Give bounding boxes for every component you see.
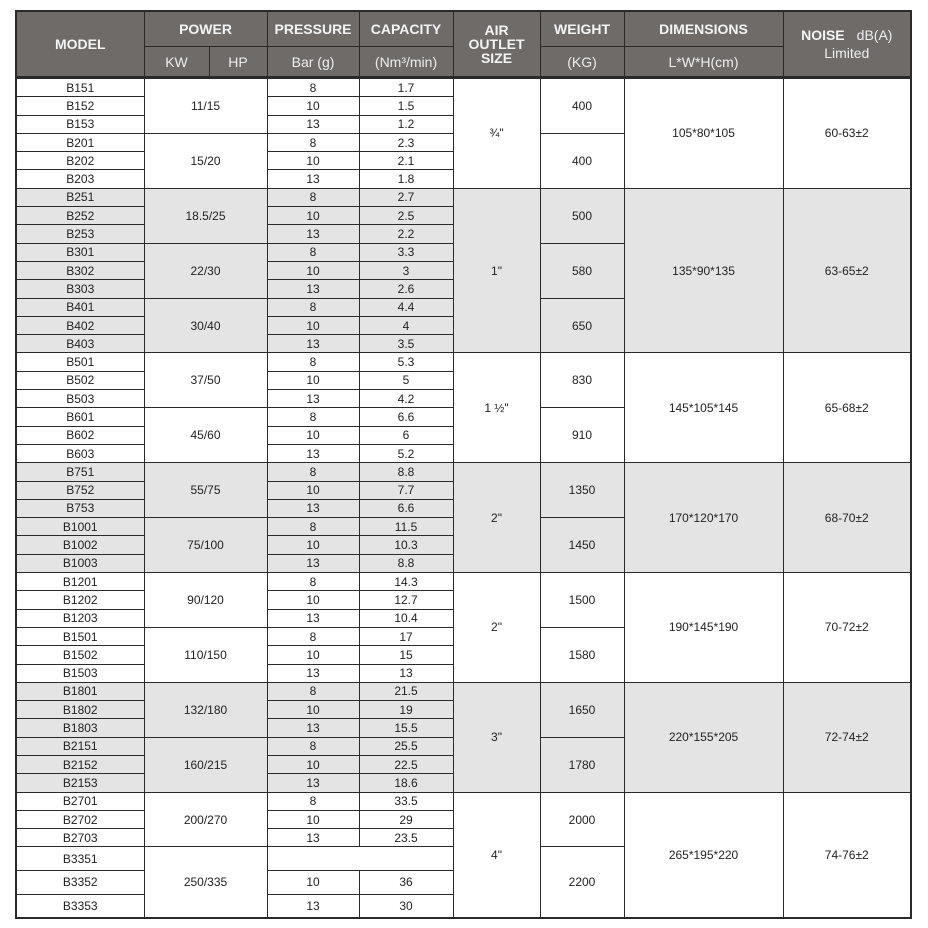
capacity-cell: 22.5 — [359, 755, 453, 773]
weight-cell: 1500 — [540, 573, 624, 628]
air-outlet-cell: 2" — [453, 573, 540, 683]
model-cell: B3353 — [16, 894, 144, 918]
capacity-cell: 23.5 — [359, 829, 453, 847]
air-outlet-cell: ¾" — [453, 78, 540, 189]
header-noise-sub: Limited — [824, 45, 870, 61]
pressure-cell: 8 — [267, 78, 359, 97]
pressure-cell: 10 — [267, 261, 359, 279]
model-cell: B1502 — [16, 646, 144, 664]
pressure-cell: 10 — [267, 591, 359, 609]
capacity-cell: 18.6 — [359, 774, 453, 792]
noise-cell: 70-72±2 — [783, 573, 911, 683]
table-row — [16, 682, 911, 700]
pressure-cell: 8 — [267, 682, 359, 700]
capacity-cell: 29 — [359, 810, 453, 828]
header-pressure-unit: Bar (g) — [267, 47, 359, 78]
capacity-cell: 4.2 — [359, 390, 453, 408]
header-model: MODEL — [16, 11, 144, 78]
model-cell: B251 — [16, 188, 144, 206]
model-cell: B1501 — [16, 627, 144, 645]
dimensions-cell: 190*145*190 — [624, 573, 783, 683]
pressure-cell: 13 — [267, 894, 359, 918]
pressure-cell: 10 — [267, 755, 359, 773]
table-row — [16, 792, 911, 810]
weight-cell: 1450 — [540, 518, 624, 573]
capacity-cell: 1.5 — [359, 97, 453, 115]
model-cell: B201 — [16, 133, 144, 151]
pressure-cell: 13 — [267, 280, 359, 298]
model-cell: B752 — [16, 481, 144, 499]
header-dimensions-unit: L*W*H(cm) — [624, 47, 783, 78]
dimensions-cell: 265*195*220 — [624, 792, 783, 918]
dimensions-cell: 145*105*145 — [624, 353, 783, 463]
capacity-cell: 15.5 — [359, 719, 453, 737]
weight-cell: 400 — [540, 78, 624, 134]
table-header — [16, 11, 911, 78]
capacity-cell: 33.5 — [359, 792, 453, 810]
pressure-cell: 8 — [267, 463, 359, 481]
pressure-cell: 10 — [267, 316, 359, 334]
model-cell: B1201 — [16, 573, 144, 591]
power-cell: 250/335 — [144, 847, 267, 918]
pressure-cell: 13 — [267, 335, 359, 353]
capacity-cell: 2.3 — [359, 133, 453, 151]
header-air-outlet-size — [453, 11, 540, 78]
pressure-cell: 13 — [267, 774, 359, 792]
model-cell: B301 — [16, 243, 144, 261]
capacity-cell: 1.7 — [359, 78, 453, 97]
header-noise-label: NOISE — [801, 27, 845, 43]
model-cell: B2701 — [16, 792, 144, 810]
capacity-cell: 19 — [359, 701, 453, 719]
pressure-cell: 8 — [267, 188, 359, 206]
pressure-cell: 10 — [267, 701, 359, 719]
pressure-cell: 13 — [267, 390, 359, 408]
model-cell: B1001 — [16, 518, 144, 536]
model-cell: B2152 — [16, 755, 144, 773]
air-outlet-cell: 1" — [453, 188, 540, 353]
table-row — [16, 78, 911, 97]
pressure-cell: 13 — [267, 664, 359, 682]
capacity-cell: 2.6 — [359, 280, 453, 298]
pressure-cell: 10 — [267, 536, 359, 554]
model-cell: B152 — [16, 97, 144, 115]
capacity-cell: 21.5 — [359, 682, 453, 700]
model-cell: B1802 — [16, 701, 144, 719]
noise-cell: 60-63±2 — [783, 78, 911, 189]
weight-cell: 1780 — [540, 737, 624, 792]
weight-cell: 2200 — [540, 847, 624, 918]
header-power-hp: HP — [209, 47, 267, 78]
capacity-cell: 6 — [359, 426, 453, 444]
power-cell: 160/215 — [144, 737, 267, 792]
model-cell: B2703 — [16, 829, 144, 847]
capacity-cell: 14.3 — [359, 573, 453, 591]
pressure-cell: 13 — [267, 225, 359, 243]
capacity-cell: 12.7 — [359, 591, 453, 609]
capacity-cell: 2.7 — [359, 188, 453, 206]
model-cell: B252 — [16, 207, 144, 225]
pressure-cell: 13 — [267, 115, 359, 133]
air-outlet-cell: 3" — [453, 682, 540, 792]
model-cell: B3352 — [16, 871, 144, 895]
power-cell: 11/15 — [144, 78, 267, 134]
model-cell: B1003 — [16, 554, 144, 572]
capacity-cell: 5.2 — [359, 444, 453, 462]
weight-cell: 1650 — [540, 682, 624, 737]
header-power: POWER — [144, 11, 267, 47]
header-air-outlet-line3: SIZE — [480, 50, 513, 66]
model-cell: B1801 — [16, 682, 144, 700]
capacity-cell: 5 — [359, 371, 453, 389]
capacity-cell: 3.3 — [359, 243, 453, 261]
pressure-cell: 8 — [267, 737, 359, 755]
capacity-cell: 6.6 — [359, 499, 453, 517]
pressure-cell: 8 — [267, 573, 359, 591]
header-dimensions: DIMENSIONS — [624, 11, 783, 47]
power-cell: 15/20 — [144, 133, 267, 188]
compressor-spec-table — [15, 10, 912, 919]
capacity-cell: 2.5 — [359, 207, 453, 225]
model-cell: B602 — [16, 426, 144, 444]
capacity-cell: 1.8 — [359, 170, 453, 188]
model-cell: B502 — [16, 371, 144, 389]
noise-cell: 68-70±2 — [783, 463, 911, 573]
capacity-cell: 13 — [359, 664, 453, 682]
pressure-cell: 10 — [267, 97, 359, 115]
table-row — [16, 463, 911, 481]
model-cell: B1803 — [16, 719, 144, 737]
power-cell: 45/60 — [144, 408, 267, 463]
table-body — [16, 78, 911, 919]
model-cell: B2702 — [16, 810, 144, 828]
capacity-cell: 17 — [359, 627, 453, 645]
power-cell: 110/150 — [144, 627, 267, 682]
weight-cell: 400 — [540, 133, 624, 188]
pressure-cell: 8 — [267, 298, 359, 316]
model-cell: B601 — [16, 408, 144, 426]
pressure-cell: 13 — [267, 609, 359, 627]
capacity-cell: 3.5 — [359, 335, 453, 353]
model-cell: B151 — [16, 78, 144, 97]
model-cell: B253 — [16, 225, 144, 243]
pressure-cell: 8 — [267, 243, 359, 261]
dimensions-cell: 105*80*105 — [624, 78, 783, 189]
pressure-cell: 8 — [267, 133, 359, 151]
pressure-cell: 10 — [267, 152, 359, 170]
capacity-cell: 3 — [359, 261, 453, 279]
weight-cell: 2000 — [540, 792, 624, 847]
model-cell: B302 — [16, 261, 144, 279]
model-cell: B753 — [16, 499, 144, 517]
header-power-kw: KW — [144, 47, 209, 78]
air-outlet-cell: 1 ½" — [453, 353, 540, 463]
header-weight: WEIGHT — [540, 11, 624, 47]
power-cell: 200/270 — [144, 792, 267, 847]
model-cell: B2151 — [16, 737, 144, 755]
pressure-cell: 13 — [267, 719, 359, 737]
header-air-outlet-line2: OUTLET — [468, 36, 525, 52]
weight-cell: 500 — [540, 188, 624, 243]
header-noise — [783, 11, 911, 78]
pressure-cell: 10 — [267, 810, 359, 828]
capacity-cell: 6.6 — [359, 408, 453, 426]
capacity-cell: 2.1 — [359, 152, 453, 170]
capacity-cell: 7.7 — [359, 481, 453, 499]
capacity-cell: 10.4 — [359, 609, 453, 627]
model-cell: B403 — [16, 335, 144, 353]
noise-cell: 72-74±2 — [783, 682, 911, 792]
pressure-cell: 8 — [267, 408, 359, 426]
air-outlet-cell: 4" — [453, 792, 540, 918]
model-cell: B3351 — [16, 847, 144, 871]
pressure-cell: 10 — [267, 426, 359, 444]
capacity-cell: 8.8 — [359, 463, 453, 481]
header-noise-unit: dB(A) — [856, 27, 893, 43]
model-cell: B2153 — [16, 774, 144, 792]
model-cell: B203 — [16, 170, 144, 188]
capacity-cell: 25.5 — [359, 737, 453, 755]
pressure-cell: 10 — [267, 871, 359, 895]
capacity-cell: 8.8 — [359, 554, 453, 572]
model-cell: B202 — [16, 152, 144, 170]
model-cell: B1202 — [16, 591, 144, 609]
pressure-capacity-blank-cell — [267, 847, 453, 871]
pressure-cell: 10 — [267, 481, 359, 499]
capacity-cell: 15 — [359, 646, 453, 664]
header-capacity-unit: (Nm³/min) — [359, 47, 453, 78]
model-cell: B401 — [16, 298, 144, 316]
power-cell: 18.5/25 — [144, 188, 267, 243]
table-row — [16, 353, 911, 371]
pressure-cell: 10 — [267, 207, 359, 225]
capacity-cell: 2.2 — [359, 225, 453, 243]
capacity-cell: 5.3 — [359, 353, 453, 371]
power-cell: 55/75 — [144, 463, 267, 518]
model-cell: B303 — [16, 280, 144, 298]
pressure-cell: 13 — [267, 499, 359, 517]
capacity-cell: 30 — [359, 894, 453, 918]
weight-cell: 580 — [540, 243, 624, 298]
capacity-cell: 10.3 — [359, 536, 453, 554]
header-weight-unit: (KG) — [540, 47, 624, 78]
weight-cell: 650 — [540, 298, 624, 353]
weight-cell: 1350 — [540, 463, 624, 518]
header-pressure: PRESSURE — [267, 11, 359, 47]
noise-cell: 65-68±2 — [783, 353, 911, 463]
table-row — [16, 188, 911, 206]
pressure-cell: 10 — [267, 371, 359, 389]
capacity-cell: 36 — [359, 871, 453, 895]
power-cell: 90/120 — [144, 573, 267, 628]
pressure-cell: 13 — [267, 444, 359, 462]
pressure-cell: 13 — [267, 170, 359, 188]
model-cell: B1503 — [16, 664, 144, 682]
model-cell: B1203 — [16, 609, 144, 627]
power-cell: 132/180 — [144, 682, 267, 737]
model-cell: B402 — [16, 316, 144, 334]
dimensions-cell: 135*90*135 — [624, 188, 783, 353]
pressure-cell: 10 — [267, 646, 359, 664]
capacity-cell: 11.5 — [359, 518, 453, 536]
capacity-cell: 4.4 — [359, 298, 453, 316]
model-cell: B1002 — [16, 536, 144, 554]
model-cell: B751 — [16, 463, 144, 481]
pressure-cell: 13 — [267, 829, 359, 847]
pressure-cell: 8 — [267, 792, 359, 810]
model-cell: B501 — [16, 353, 144, 371]
power-cell: 30/40 — [144, 298, 267, 353]
dimensions-cell: 220*155*205 — [624, 682, 783, 792]
pressure-cell: 8 — [267, 353, 359, 371]
header-air-outlet-line1: AIR — [484, 22, 509, 38]
weight-cell: 830 — [540, 353, 624, 408]
model-cell: B603 — [16, 444, 144, 462]
weight-cell: 1580 — [540, 627, 624, 682]
power-cell: 22/30 — [144, 243, 267, 298]
noise-cell: 63-65±2 — [783, 188, 911, 353]
pressure-cell: 13 — [267, 554, 359, 572]
header-capacity: CAPACITY — [359, 11, 453, 47]
pressure-cell: 8 — [267, 518, 359, 536]
power-cell: 75/100 — [144, 518, 267, 573]
noise-cell: 74-76±2 — [783, 792, 911, 918]
model-cell: B153 — [16, 115, 144, 133]
capacity-cell: 1.2 — [359, 115, 453, 133]
model-cell: B503 — [16, 390, 144, 408]
weight-cell: 910 — [540, 408, 624, 463]
power-cell: 37/50 — [144, 353, 267, 408]
pressure-cell: 8 — [267, 627, 359, 645]
air-outlet-cell: 2" — [453, 463, 540, 573]
capacity-cell: 4 — [359, 316, 453, 334]
table-row — [16, 573, 911, 591]
dimensions-cell: 170*120*170 — [624, 463, 783, 573]
